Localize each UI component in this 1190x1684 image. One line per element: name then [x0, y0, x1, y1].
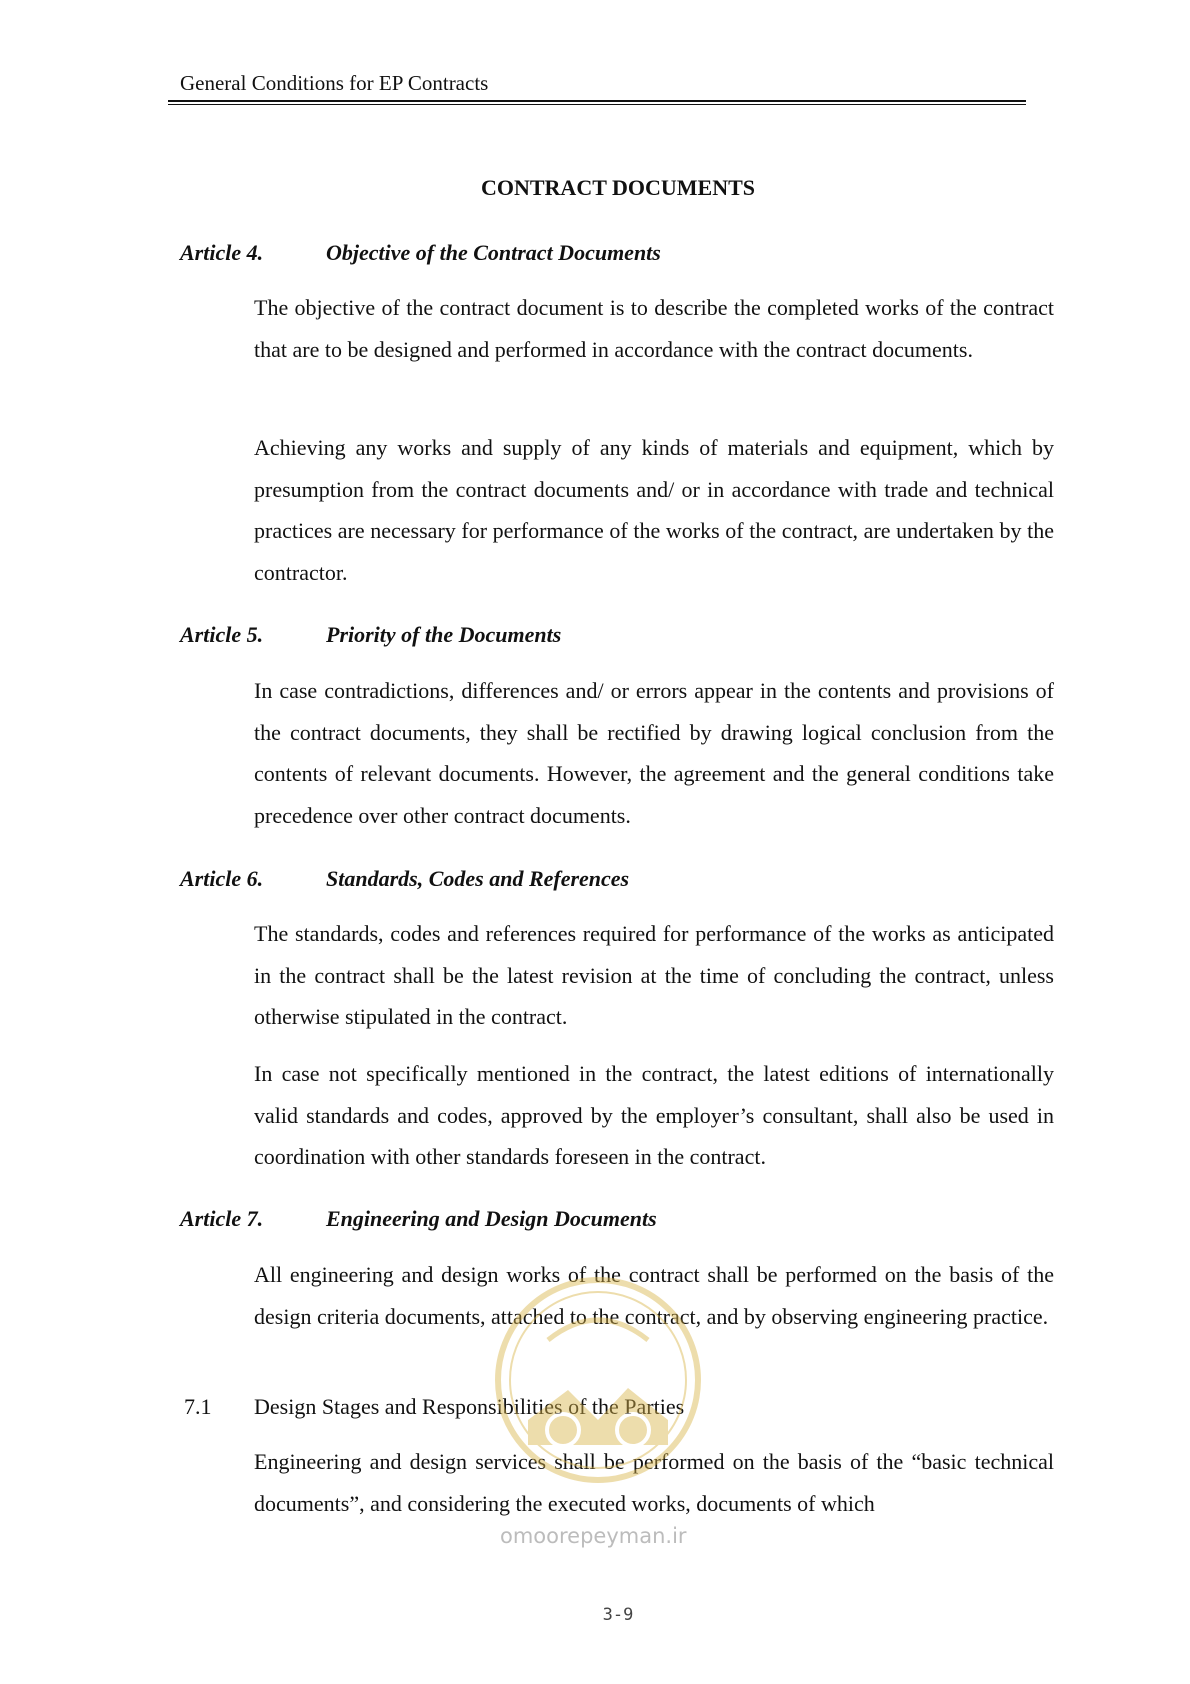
subsection-number: 7.1: [184, 1394, 212, 1419]
subsection-7-1-heading: [184, 1394, 684, 1420]
article-title: Objective of the Contract Documents: [326, 240, 661, 265]
article-number: Article 7.: [180, 1206, 264, 1231]
article-6-paragraph-1: The standards, codes and references required for performance of the works as anticipated in the contract shall be the latest revision at the time of concluding the contract, unless otherwise stipulated in the contract.: [254, 921, 1054, 1029]
article-6-paragraph-2: In case not specifically mentioned in the contract, the latest editions of internationally valid standards and codes, approved by the employer’s consultant, shall also be used in coordination with other standards foreseen in the contract.: [254, 1061, 1054, 1169]
subsection-title: Design Stages and Responsibilities of the Parties: [254, 1394, 685, 1419]
running-header: General Conditions for EP Contracts: [180, 71, 489, 95]
section-title: CONTRACT DOCUMENTS: [480, 175, 755, 200]
article-7-paragraph-1: All engineering and design works of the contract shall be performed on the basis of the design criteria documents, attached to the contract, and by observing engineering practice.: [254, 1262, 1054, 1329]
article-title: Standards, Codes and References: [326, 866, 630, 891]
article-5-paragraph-1: In case contradictions, differences and/ or errors appear in the contents and provisions of the contract documents, they shall be rectified by drawing logical conclusion from the contents of relevant documents. However, the agreement and the general conditions take precedence over other contract documents.: [254, 678, 1054, 828]
article-number: Article 5.: [180, 622, 264, 647]
article-7-heading: [180, 1206, 657, 1232]
article-title: Priority of the Documents: [326, 622, 562, 647]
subsection-7-1-paragraph-1: Engineering and design services shall be performed on the basis of the “basic technical documents”, and considering the executed works, documents of which: [254, 1449, 1054, 1516]
page-number: 3-9: [602, 1605, 634, 1625]
article-4-heading: [180, 240, 661, 266]
article-6-heading: [180, 866, 629, 892]
article-title: Engineering and Design Documents: [326, 1206, 657, 1231]
watermark-site: omoorepeyman.ir: [500, 1524, 687, 1548]
article-5-heading: [180, 622, 561, 648]
article-4-paragraph-1: The objective of the contract document is to describe the completed works of the contract that are to be designed and performed in accordance with the contract documents.: [254, 295, 1054, 362]
article-number: Article 6.: [180, 866, 264, 891]
article-number: Article 4.: [180, 240, 264, 265]
article-4-paragraph-2: Achieving any works and supply of any kinds of materials and equipment, which by presumption from the contract documents and/ or in accordance with trade and technical practices are necessary for performance of the works of the contract, are undertaken by the contractor.: [254, 435, 1054, 585]
header-rule: [168, 100, 1026, 105]
